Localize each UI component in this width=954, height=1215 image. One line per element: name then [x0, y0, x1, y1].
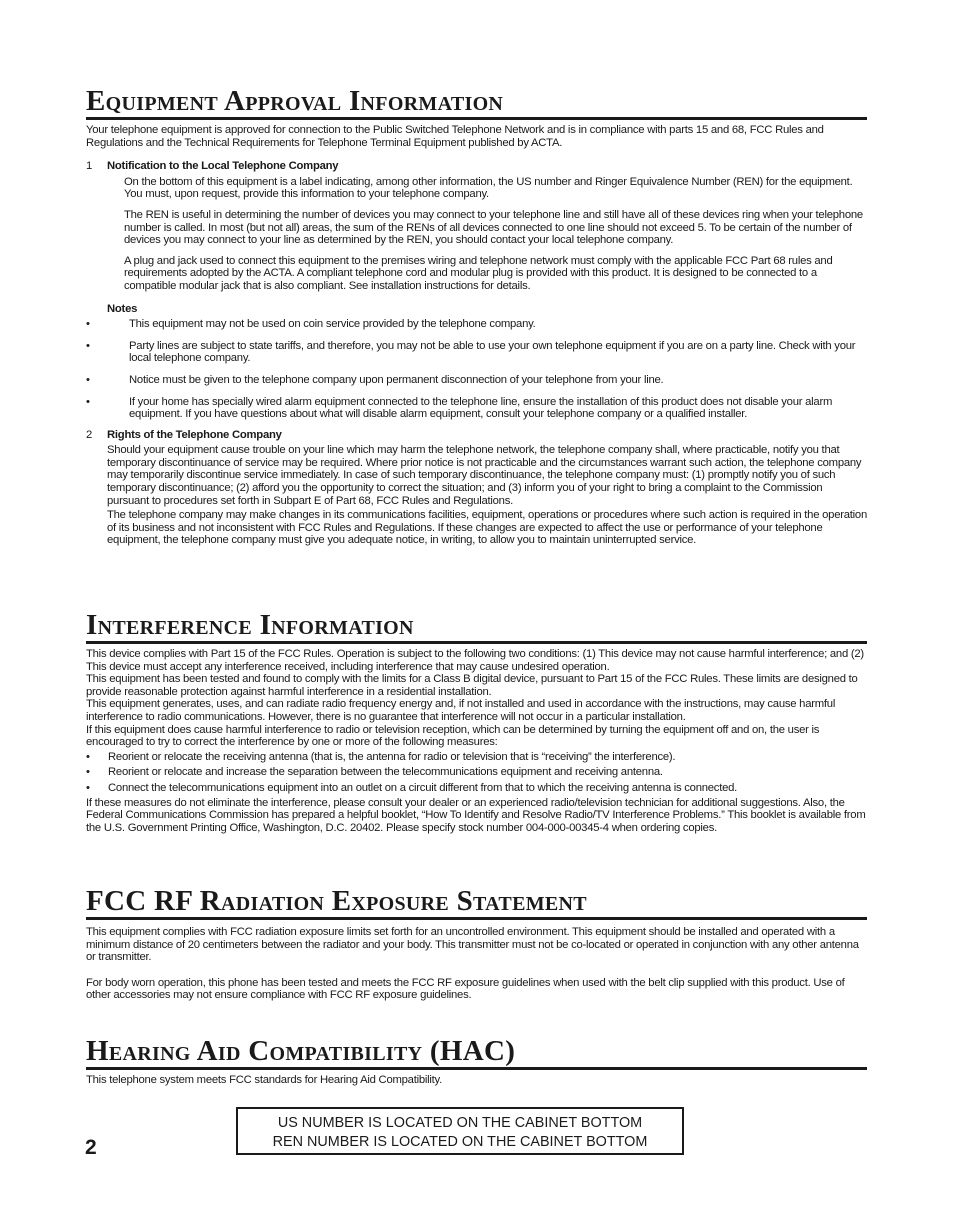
item-1-number: 1: [86, 160, 93, 173]
item-2-heading: Rights of the Telephone Company: [107, 428, 282, 441]
item-1-paragraph: On the bottom of this equipment is a label indicating, among other information, the US number and Ringer Equivalence Number (REN) for the equipment. You must, upon request, provide this information to your telephone company.: [124, 175, 853, 201]
equipment-approval-title: Equipment Approval Information: [86, 85, 504, 117]
interference-section: [86, 610, 867, 834]
notes-block: [107, 303, 867, 421]
equipment-approval-section: [86, 86, 867, 547]
measure-item: • Reorient or relocate and increase the separation between the telecommunications equipment and receiving antenna.: [86, 766, 867, 779]
hac-title: Hearing Aid Compatibility (HAC): [86, 1035, 516, 1067]
item-1-paragraph: A plug and jack used to connect this equipment to the premises wiring and telephone network must comply with the applicable FCC Part 68 rules and requirements adopted by the ACTA. A compliant telephone cord and modular plug is provided with this product. It is designed to be connected to a compatible modular jack that is also compliant. See installation instructions for details.: [124, 254, 833, 292]
item-2-paragraph: Should your equipment cause trouble on your line which may harm the telephone network, the telephone company shall, where practicable, notify you that temporary discontinuance of service may be required. Where prior notice is not practicable and the circumstances warrant such action, the telephone company may temporarily discontinue service immediately. In case of such temporary discontinuance, the telephone company must: (1) promptly notify you of such temporary discontinuance; (2) afford you the opportunity to correct the situation; and (3) inform you of your right to bring a complaint to the Commission pursuant to procedures set forth in Subpart E of Part 68, FCC Rules and Regulations.: [107, 444, 862, 507]
title-rule: [86, 1067, 867, 1070]
rf-paragraph: For body worn operation, this phone has been tested and meets the FCC RF exposure guidelines when used with the belt clip supplied with this product. Use of other accessories may not ensure compliance with FCC RF exposure guidelines.: [86, 976, 845, 1002]
interference-paragraph: This device complies with Part 15 of the FCC Rules. Operation is subject to the following two conditions: (1) This device may not cause harmful interference; and (2) This device must accept any interference received, including interference that may cause undesired operation.: [86, 648, 864, 673]
title-rule: [86, 917, 867, 920]
note-item: • Party lines are subject to state tariffs, and therefore, you may not be able to use your own telephone equipment if you are on a party line. Check with your local telephone company.: [86, 340, 867, 365]
item-2-paragraph: The telephone company may make changes in its communications facilities, equipment, operations or procedures where such action is required in the operation of its business and not inconsistent with FCC Rules and Regulations. If these changes are expected to affect the use or performance of your telephone equipment, the telephone company must give you adequate notice, in writing, to allow you to maintain uninterrupted service.: [107, 509, 867, 547]
interference-closing: If these measures do not eliminate the interference, please consult your dealer or an experienced radio/television technician for additional suggestions. Also, the Federal Communications Commission has prepared a helpful booklet, “How To Identify and Resolve Radio/TV Interference Problems.” This booklet is available from the U.S. Government Printing Office, Washington, D.C. 20402. Please specify stock number 004-000-00345-4 when ordering copies.: [86, 796, 866, 834]
equipment-intro: Your telephone equipment is approved for connection to the Public Switched Telephone Network and is in compliance with parts 15 and 68, FCC Rules and Regulations and the Technical Requirements for Telephone Terminal Equipment published by ACTA.: [86, 124, 824, 149]
interference-paragraph: This equipment generates, uses, and can radiate radio frequency energy and, if not installed and used in accordance with the instructions, may cause harmful interference to radio communications. However, there is no guarantee that interference will not occur in a particular installation.: [86, 698, 836, 723]
hac-text: This telephone system meets FCC standards for Hearing Aid Compatibility.: [86, 1074, 442, 1086]
rf-paragraph: This equipment complies with FCC radiation exposure limits set forth for an uncontrolled environment. This equipment should be installed and operated with a minimum distance of 20 centimeters between the radiator and your body. This transmitter must not be co-located or operated in conjunction with any other antenna or transmitter.: [86, 926, 859, 964]
measure-item: • Reorient or relocate the receiving antenna (that is, the antenna for radio or television that is “receiving” the interference).: [86, 751, 867, 764]
note-item: • If your home has specially wired alarm equipment connected to the telephone line, ensure the installation of this product does not disable your alarm equipment. If you have questions about what will disable alarm equipment, consult your telephone company or a qualified installer.: [86, 396, 867, 421]
page-number: 2: [85, 1136, 97, 1159]
interference-paragraph: If this equipment does cause harmful interference to radio or television reception, which can be determined by turning the equipment off and on, the user is encouraged to try to correct the interference by one or more of the following measures:: [86, 723, 820, 749]
item-2-number: 2: [86, 428, 93, 441]
interference-title: Interference Information: [86, 609, 414, 641]
item-2: [86, 429, 867, 547]
rf-exposure-section: [86, 886, 867, 1002]
interference-paragraph: This equipment has been tested and found to comply with the limits for a Class B digital device, pursuant to Part 15 of the FCC Rules. These limits are designed to provide reasonable protection against harmful interference in a residential installation.: [86, 673, 858, 698]
title-rule: [86, 641, 867, 644]
title-rule: [86, 117, 867, 120]
hac-section: [86, 1036, 867, 1087]
notice-line: US NUMBER IS LOCATED ON THE CABINET BOTTOM: [277, 1115, 643, 1131]
us-ren-notice-box: [236, 1107, 684, 1155]
item-1-paragraph: The REN is useful in determining the number of devices you may connect to your telephone line and still have all of these devices ring when your telephone number is called. In most (but not all) areas, the sum of the RENs of all devices connected to one line should not exceed 5. To be certain of the number of devices you may connect to your line as determined by the REN, you should contact your local telephone company.: [124, 208, 863, 247]
measures-list: [86, 751, 867, 795]
note-item: • This equipment may not be used on coin service provided by the telephone company.: [86, 318, 867, 331]
item-1-heading: Notification to the Local Telephone Company: [107, 160, 339, 173]
notes-heading: Notes: [107, 302, 138, 315]
note-item: • Notice must be given to the telephone company upon permanent disconnection of your telephone from your line.: [86, 374, 867, 387]
rf-exposure-title: FCC RF Radiation Exposure Statement: [86, 885, 587, 917]
item-1: [86, 160, 867, 421]
notice-line: REN NUMBER IS LOCATED ON THE CABINET BOTTOM: [272, 1134, 648, 1150]
notes-list: [86, 318, 867, 421]
measure-item: • Connect the telecommunications equipment into an outlet on a circuit different from that to which the receiving antenna is connected.: [86, 782, 867, 795]
